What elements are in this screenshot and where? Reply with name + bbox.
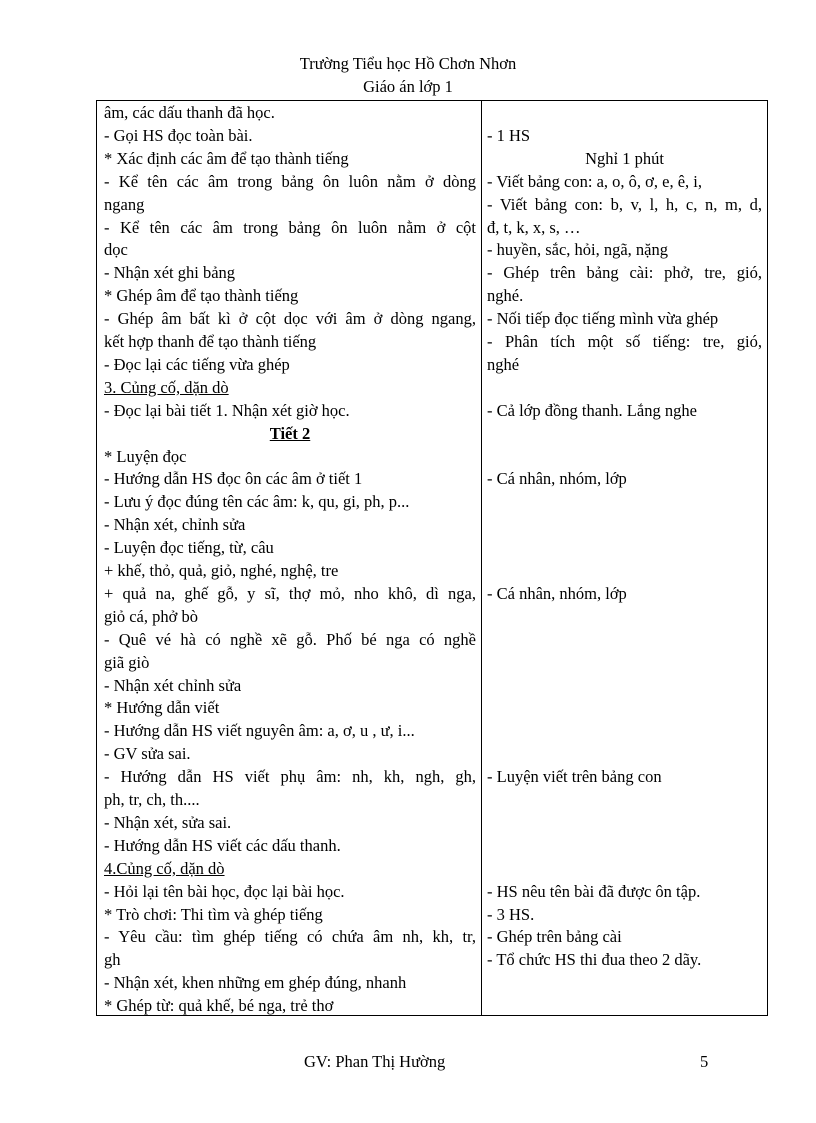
teacher-activity-line: - Nhận xét ghi bảng bbox=[104, 263, 236, 283]
teacher-activity-line: * Luyện đọc bbox=[104, 446, 187, 466]
student-activity-line: - 3 HS. bbox=[487, 904, 535, 924]
student-activity-line: Nghỉ 1 phút bbox=[585, 148, 664, 168]
column-divider bbox=[481, 101, 482, 1015]
student-activity-line: - Ghép trên bảng cài: phở, tre, gió, bbox=[487, 263, 762, 283]
teacher-activity-line: - GV sửa sai. bbox=[104, 744, 191, 764]
teacher-activity-line: - Hỏi lại tên bài học, đọc lại bài học. bbox=[104, 881, 345, 901]
document-subtitle: Giáo án lớp 1 bbox=[363, 77, 453, 96]
teacher-activity-line: - Gọi HS đọc toàn bài. bbox=[104, 125, 253, 145]
teacher-activity-line: * Trò chơi: Thi tìm và ghép tiếng bbox=[104, 904, 323, 924]
student-activity-line: nghé bbox=[487, 354, 520, 374]
teacher-activity-line: * Ghép âm để tạo thành tiếng bbox=[104, 286, 299, 306]
teacher-activity-line: - Luyện đọc tiếng, từ, câu bbox=[104, 538, 274, 558]
page-number: 5 bbox=[700, 1052, 709, 1071]
student-activity-line: - Luyện viết trên bảng con bbox=[487, 767, 662, 787]
teacher-activity-line: - Ghép âm bất kì ở cột dọc với âm ở dòng ngang, bbox=[104, 309, 476, 329]
teacher-activity-line: Tiết 2 bbox=[269, 423, 311, 443]
teacher-activity-line: * Ghép từ: quả khế, bé nga, trẻ thơ bbox=[104, 996, 334, 1016]
teacher-activity-line: * Xác định các âm để tạo thành tiếng bbox=[104, 148, 349, 168]
student-activity-line: nghé. bbox=[487, 286, 524, 306]
student-activity-line: - Cá nhân, nhóm, lớp bbox=[487, 583, 627, 603]
teacher-activity-line: kết hợp thanh để tạo thành tiếng bbox=[104, 332, 317, 351]
student-activity-line: đ, t, k, x, s, … bbox=[487, 217, 581, 237]
school-name: Trường Tiểu học Hồ Chơn Nhơn bbox=[299, 54, 517, 73]
teacher-activity-line: - Kể tên các âm trong bảng ôn luôn nằm ở cột bbox=[104, 217, 476, 237]
student-activity-line: - 1 HS bbox=[487, 125, 531, 145]
teacher-activity-line: - Nhận xét, chỉnh sửa bbox=[104, 515, 246, 535]
teacher-activity-line: - Lưu ý đọc đúng tên các âm: k, qu, gi, ph, p... bbox=[104, 492, 410, 512]
student-activity-line: - Tổ chức HS thi đua theo 2 dãy. bbox=[487, 950, 702, 970]
teacher-activity-line: - Yêu cầu: tìm ghép tiếng có chứa âm nh, kh, tr, bbox=[104, 927, 476, 947]
teacher-activity-line: giỏ cá, phở bò bbox=[104, 606, 198, 626]
teacher-activity-line: - Đọc lại bài tiết 1. Nhận xét giờ học. bbox=[104, 400, 350, 420]
student-activity-line: - Viết bảng con: b, v, l, h, c, n, m, d, bbox=[487, 194, 762, 214]
student-activity-line: - Cả lớp đồng thanh. Lắng nghe bbox=[487, 400, 697, 420]
student-activity-line: - Viết bảng con: a, o, ô, ơ, e, ê, i, bbox=[487, 171, 702, 191]
teacher-activity-line: - Hướng dẫn HS đọc ôn các âm ở tiết 1 bbox=[104, 469, 363, 489]
teacher-activity-line: + quả na, ghế gỗ, y sĩ, thợ mỏ, nho khô, dì nga, bbox=[104, 583, 476, 603]
student-activity-line: - Nối tiếp đọc tiếng mình vừa ghép bbox=[487, 309, 719, 329]
teacher-name: GV: Phan Thị Hường bbox=[304, 1052, 446, 1071]
student-activity-line: - Ghép trên bảng cài bbox=[487, 927, 622, 947]
teacher-activity-line: 3. Củng cố, dặn dò bbox=[104, 377, 229, 397]
teacher-activity-line: gh bbox=[104, 950, 121, 970]
teacher-activity-line: giã giò bbox=[104, 652, 150, 672]
student-activity-line: - Cá nhân, nhóm, lớp bbox=[487, 469, 627, 489]
teacher-activity-line: dọc bbox=[104, 240, 128, 260]
teacher-activity-line: - Quê vé hà có nghề xẽ gỗ. Phố bé nga có nghề bbox=[104, 629, 476, 649]
student-activity-line: - huyền, sắc, hỏi, ngã, nặng bbox=[487, 240, 668, 260]
teacher-activity-line: * Hướng dẫn viết bbox=[104, 698, 220, 718]
teacher-activity-line: - Nhận xét, khen những em ghép đúng, nhanh bbox=[104, 973, 407, 993]
teacher-activity-line: - Hướng dẫn HS viết các dấu thanh. bbox=[104, 835, 341, 855]
teacher-activity-line: âm, các dấu thanh đã học. bbox=[104, 103, 275, 122]
student-activity-line: - HS nêu tên bài đã được ôn tập. bbox=[487, 881, 701, 901]
teacher-activity-line: - Hướng dẫn HS viết phụ âm: nh, kh, ngh, gh, bbox=[104, 767, 476, 787]
teacher-activity-line: 4.Củng cố, dặn dò bbox=[104, 858, 225, 878]
teacher-activity-line: - Nhận xét chỉnh sửa bbox=[104, 675, 242, 695]
teacher-activity-line: - Đọc lại các tiếng vừa ghép bbox=[104, 354, 290, 374]
teacher-activity-line: + khế, thỏ, quả, giỏ, nghé, nghệ, tre bbox=[104, 561, 339, 580]
teacher-activity-line: - Hướng dẫn HS viết nguyên âm: a, ơ, u , ư, i... bbox=[104, 721, 415, 741]
teacher-activity-line: ngang bbox=[104, 194, 145, 214]
student-activity-line: - Phân tích một số tiếng: tre, gió, bbox=[487, 332, 762, 351]
teacher-activity-line: - Nhận xét, sửa sai. bbox=[104, 812, 232, 832]
teacher-activity-line: - Kể tên các âm trong bảng ôn luôn nằm ở dòng bbox=[104, 171, 476, 191]
teacher-activity-line: ph, tr, ch, th.... bbox=[104, 790, 200, 809]
